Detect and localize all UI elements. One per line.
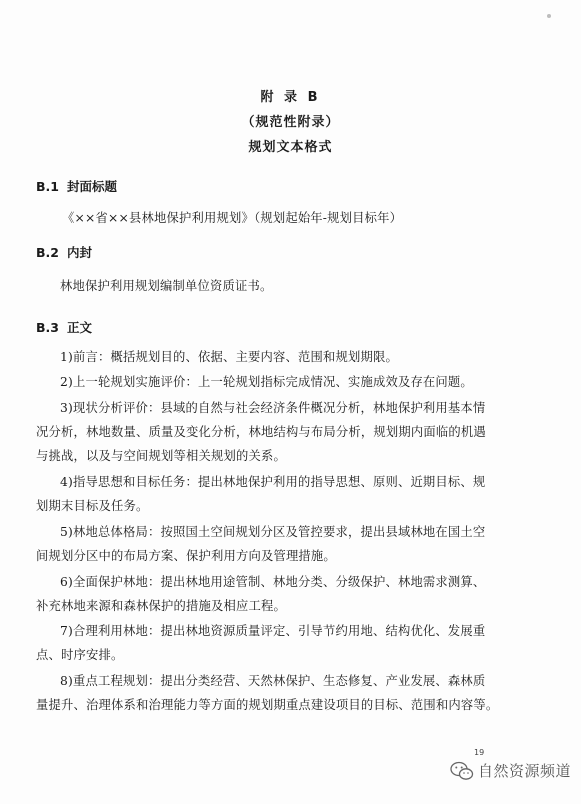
- appendix-title: 规划文本格式: [248, 140, 333, 155]
- section-heading-b3: [36, 318, 92, 336]
- paragraph-line: 划期末目标及任务。: [36, 499, 149, 513]
- paragraph-line: 间规划分区中的布局方案、保护利用方向及管理措施。: [36, 549, 336, 563]
- paragraph-line: 1)前言：概括规划目的、依据、主要内容、范围和规划期限。: [60, 350, 398, 364]
- paragraph-line: 2)上一轮规划实施评价：上一轮规划指标完成情况、实施成效及存在问题。: [60, 375, 473, 389]
- page-number: 19: [474, 748, 485, 757]
- paragraph-line: 4)指导思想和目标任务：提出林地保护利用的指导思想、原则、近期目标、规: [60, 475, 486, 489]
- wechat-icon: [450, 761, 474, 781]
- paragraph-line: 《××省××县林地保护利用规划》（规划起始年-规划目标年）: [62, 211, 403, 225]
- section-number: B.1: [36, 179, 59, 194]
- paragraph-line: 与挑战，以及与空间规划等相关规划的关系。: [36, 449, 286, 463]
- watermark: [450, 760, 571, 781]
- paragraph-line: 5)林地总体格局：按照国土空间规划分区及管控要求，提出县域林地在国土空: [60, 525, 486, 539]
- appendix-note: （规范性附录）: [241, 115, 340, 130]
- watermark-text: 自然资源频道: [478, 762, 572, 780]
- paragraph-line: 点、时序安排。: [36, 648, 124, 662]
- section-number: B.3: [36, 320, 59, 335]
- section-title: 内封: [66, 245, 92, 260]
- paragraph-line: 8)重点工程规划：提出分类经营、天然林保护、生态修复、产业发展、森林质: [60, 674, 486, 688]
- paragraph-line: 林地保护利用规划编制单位资质证书。: [60, 279, 273, 293]
- appendix-label: 附 录 B: [260, 90, 321, 105]
- paragraph-line: 量提升、治理体系和治理能力等方面的规划期重点建设项目的目标、范围和内容等。: [36, 698, 499, 712]
- section-title: 封面标题: [66, 179, 117, 194]
- paragraph-line: 补充林地来源和森林保护的措施及相应工程。: [36, 599, 286, 613]
- section-heading-b1: [36, 177, 117, 195]
- paragraph-line: 3)现状分析评价：县域的自然与社会经济条件概况分析，林地保护利用基本情: [60, 401, 486, 415]
- paragraph-line: 6)全面保护林地：提出林地用途管制、林地分类、分级保护、林地需求测算、: [60, 575, 486, 589]
- section-title: 正文: [66, 320, 92, 335]
- section-number: B.2: [36, 245, 59, 260]
- section-heading-b2: [36, 243, 92, 261]
- paragraph-line: 7)合理利用林地：提出林地资源质量评定、引导节约用地、结构优化、发展重: [60, 624, 486, 638]
- paragraph-line: 况分析，林地数量、质量及变化分析，林地结构与布局分析，规划期内面临的机遇: [36, 425, 486, 439]
- scan-mark: [547, 14, 551, 18]
